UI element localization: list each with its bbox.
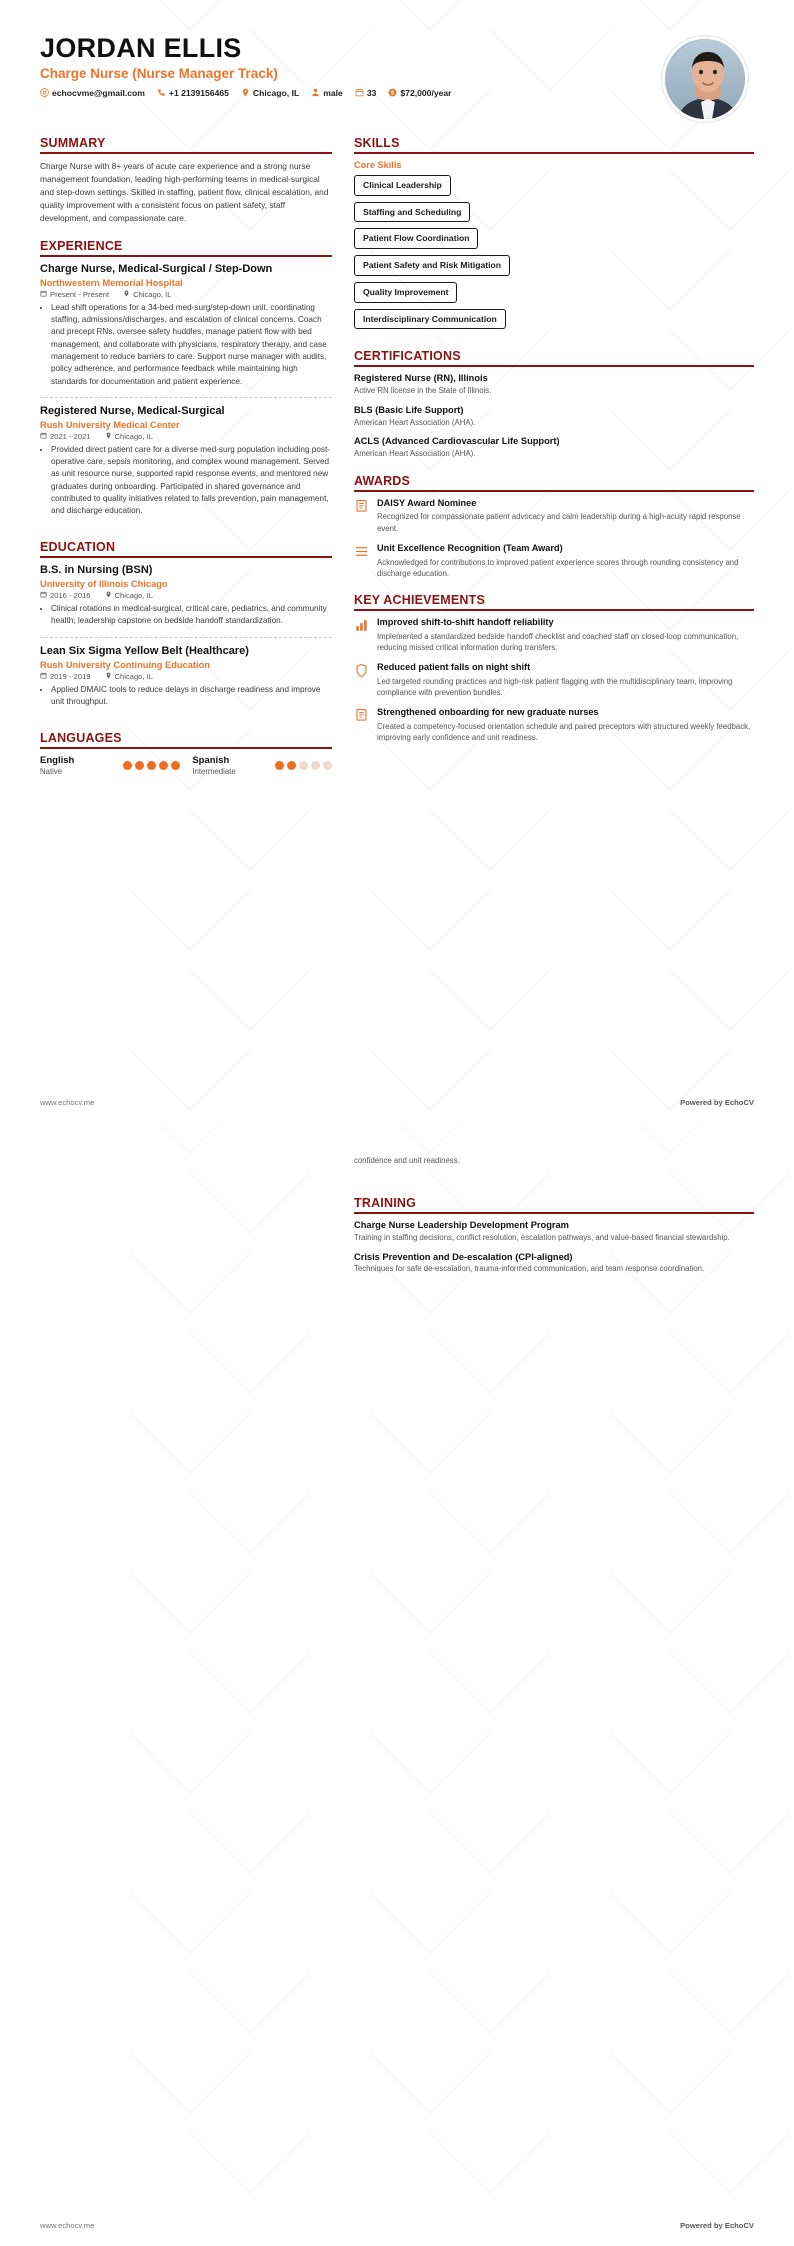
calendar-icon bbox=[40, 672, 47, 681]
skill-pill: Staffing and Scheduling bbox=[354, 202, 470, 223]
resume-page-2 bbox=[0, 1123, 794, 2246]
certifications-rule bbox=[354, 365, 754, 367]
certification-issuer: American Heart Association (AHA). bbox=[354, 417, 476, 427]
dot bbox=[311, 761, 320, 770]
shield-icon bbox=[354, 662, 370, 683]
education-org: University of Illinois Chicago bbox=[40, 579, 168, 590]
certification-issuer: Active RN license in the State of Illinois. bbox=[354, 386, 492, 396]
awards-rule bbox=[354, 490, 754, 492]
skill-pill: Clinical Leadership bbox=[354, 175, 451, 196]
education-dates bbox=[40, 591, 91, 600]
section-awards bbox=[354, 474, 754, 579]
achievement-item bbox=[354, 707, 754, 743]
experience-dates-text: Present - Present bbox=[50, 289, 110, 299]
dot bbox=[159, 761, 168, 770]
certification-name: BLS (Basic Life Support) bbox=[354, 404, 464, 415]
award-item bbox=[354, 543, 754, 579]
experience-org: Northwestern Memorial Hospital bbox=[40, 277, 183, 288]
language-item bbox=[192, 755, 262, 776]
right-column bbox=[354, 136, 754, 757]
dot bbox=[123, 761, 132, 770]
award-name: Unit Excellence Recognition (Team Award) bbox=[377, 543, 563, 554]
language-level: Native bbox=[40, 767, 63, 777]
experience-heading: EXPERIENCE bbox=[40, 239, 123, 254]
page-footer bbox=[0, 1098, 794, 1123]
achievement-description: Implemented a standardized bedside handoff checklist and coached staff on closed-loop communication, reducing missed critical information during transfers. bbox=[377, 631, 739, 652]
certification-name: ACLS (Advanced Cardiovascular Life Support) bbox=[354, 436, 560, 447]
skills-rule bbox=[354, 152, 754, 154]
section-skills bbox=[354, 136, 754, 335]
summary-rule bbox=[40, 152, 332, 154]
education-bullets bbox=[40, 684, 332, 709]
location-icon bbox=[105, 591, 112, 600]
training-name: Charge Nurse Leadership Development Program bbox=[354, 1220, 569, 1231]
key-achievements-rule bbox=[354, 609, 754, 611]
award-name: DAISY Award Nominee bbox=[377, 497, 477, 508]
language-name: English bbox=[40, 755, 75, 767]
award-item bbox=[354, 498, 754, 534]
experience-entry bbox=[40, 263, 332, 397]
skill-pill: Patient Safety and Risk Mitigation bbox=[354, 255, 510, 276]
achievement-item bbox=[354, 662, 754, 698]
skills-list bbox=[354, 175, 754, 335]
candidate-title: Charge Nurse (Nurse Manager Track) bbox=[40, 65, 278, 81]
experience-location bbox=[105, 432, 153, 441]
education-title: B.S. in Nursing (BSN) bbox=[40, 564, 153, 577]
contact-email-text: echocvme@gmail.com bbox=[52, 87, 145, 98]
experience-meta bbox=[40, 290, 332, 299]
person-icon bbox=[311, 88, 320, 97]
skill-pill: Patient Flow Coordination bbox=[354, 228, 478, 249]
education-dates-text: 2016 - 2016 bbox=[50, 591, 91, 601]
education-location-text: Chicago, IL bbox=[114, 671, 153, 681]
footer-site[interactable]: www.echocv.me bbox=[40, 2221, 95, 2230]
education-entry bbox=[40, 564, 332, 636]
certification-name: Registered Nurse (RN), Illinois bbox=[354, 373, 488, 384]
email-icon bbox=[40, 88, 49, 97]
dot bbox=[287, 761, 296, 770]
contact-location-text: Chicago, IL bbox=[252, 87, 300, 98]
list-item: • Applied DMAIC tools to reduce delays in discharge readiness and improve unit throughput. bbox=[51, 684, 332, 709]
key-achievements-heading: KEY ACHIEVEMENTS bbox=[354, 593, 486, 608]
phone-icon bbox=[157, 88, 166, 97]
skills-subheading: Core Skills bbox=[354, 160, 402, 170]
skill-pill: Interdisciplinary Communication bbox=[354, 309, 506, 330]
certificate-icon bbox=[354, 707, 370, 728]
award-description: Acknowledged for contributions to improved patient experience scores through rounding consistency and discharge education. bbox=[377, 557, 739, 578]
list-item: • Provided direct patient care for a diverse med-surg population including post-operative care, sepsis monitoring, and complex wound management. Served as unit resource nurse, supported rapid response events, and mentored new graduates during onboarding. Participated in shared governance and contributed to quality initiatives related to falls prevention, pain management, and discharge education. bbox=[51, 444, 332, 518]
education-heading: EDUCATION bbox=[40, 540, 116, 555]
education-location bbox=[105, 672, 153, 681]
calendar-icon bbox=[355, 88, 364, 97]
contact-gender-text: male bbox=[323, 87, 343, 98]
certificate-icon bbox=[354, 498, 370, 519]
experience-dates bbox=[40, 290, 109, 299]
experience-bullets bbox=[40, 302, 332, 388]
experience-entry bbox=[40, 397, 332, 527]
experience-title: Registered Nurse, Medical-Surgical bbox=[40, 404, 225, 417]
contact-location bbox=[241, 88, 299, 98]
experience-location-text: Chicago, IL bbox=[133, 289, 172, 299]
dot bbox=[171, 761, 180, 770]
language-name: Spanish bbox=[192, 755, 230, 767]
education-org: Rush University Continuing Education bbox=[40, 659, 210, 670]
education-bullets bbox=[40, 603, 332, 628]
experience-rule bbox=[40, 255, 332, 257]
salary-icon bbox=[388, 88, 397, 97]
list-icon bbox=[354, 543, 370, 564]
achievement-description: Led targeted rounding practices and high-risk patient flagging with the multidisciplinary team, improving compliance with prevention bundles. bbox=[377, 676, 733, 698]
footer-powered-by: Powered by EchoCV bbox=[680, 1098, 754, 1107]
languages-heading: LANGUAGES bbox=[40, 731, 122, 746]
achievement-name: Reduced patient falls on night shift bbox=[377, 662, 531, 673]
list-item: • Clinical rotations in medical-surgical, critical care, pediatrics, and community health; leadership capstone on bedside handoff standardization. bbox=[51, 603, 332, 628]
location-icon bbox=[105, 672, 112, 681]
dot bbox=[135, 761, 144, 770]
training-item bbox=[354, 1252, 754, 1276]
experience-dates bbox=[40, 432, 91, 441]
footer-powered-by: Powered by EchoCV bbox=[680, 2221, 754, 2230]
dot bbox=[299, 761, 308, 770]
award-description: Recognized for compassionate patient advocacy and calm leadership during a high-acuity rapid response event. bbox=[377, 512, 741, 533]
skills-heading: SKILLS bbox=[354, 136, 400, 150]
contact-row bbox=[40, 88, 662, 98]
achievement-description-continued: confidence and unit readiness. bbox=[354, 1156, 460, 1165]
contact-salary-text: $72,000/year bbox=[400, 87, 452, 98]
calendar-icon bbox=[40, 432, 47, 441]
resume-header bbox=[0, 0, 794, 122]
summary-heading: SUMMARY bbox=[40, 136, 106, 150]
contact-phone-text: +1 2139156465 bbox=[168, 87, 229, 98]
location-icon bbox=[105, 432, 112, 441]
certification-item bbox=[354, 405, 754, 429]
candidate-name: JORDAN ELLIS bbox=[40, 33, 242, 63]
section-languages bbox=[40, 731, 332, 776]
achievement-name: Strengthened onboarding for new graduate nurses bbox=[377, 707, 599, 718]
experience-location-text: Chicago, IL bbox=[114, 431, 153, 441]
calendar-icon bbox=[40, 591, 47, 600]
language-level: Intermediate bbox=[192, 767, 236, 777]
language-proficiency-dots bbox=[275, 761, 332, 770]
education-location bbox=[105, 591, 153, 600]
languages-row bbox=[40, 755, 332, 776]
section-summary bbox=[40, 136, 332, 225]
section-key-achievements bbox=[354, 593, 754, 743]
education-meta bbox=[40, 591, 332, 600]
contact-gender bbox=[311, 88, 343, 98]
training-heading: TRAINING bbox=[354, 1196, 417, 1211]
language-proficiency-dots bbox=[123, 761, 180, 770]
section-training bbox=[354, 1196, 754, 1275]
list-item: • Lead shift operations for a 34-bed med-surg/step-down unit, coordinating staffing, admissions/discharges, and escalation of clinical concerns. Coach and precept RNs, oversee safety huddles, manage patient flow with bed management, and collaborate with physicians, respiratory therapy, and case management to reduce barriers to care. Support nurse manager with audits, policy adherence, and performance feedback while maintaining high standards for documentation and patient experience. bbox=[51, 302, 332, 388]
training-description: Training in staffing decisions, conflict resolution, escalation pathways, and value-based financial stewardship. bbox=[354, 1232, 730, 1242]
skill-pill: Quality Improvement bbox=[354, 282, 457, 303]
avatar bbox=[662, 36, 748, 122]
training-description: Techniques for safe de-escalation, trauma-informed communication, and team response coordination. bbox=[354, 1264, 705, 1274]
location-icon bbox=[241, 88, 250, 97]
experience-location bbox=[123, 290, 171, 299]
svg-text:$: $ bbox=[391, 90, 395, 97]
page-footer bbox=[0, 2221, 794, 2246]
achievement-item bbox=[354, 617, 754, 653]
contact-salary bbox=[388, 88, 451, 98]
training-name: Crisis Prevention and De-escalation (CPI-aligned) bbox=[354, 1251, 573, 1262]
calendar-icon bbox=[40, 290, 47, 299]
training-rule bbox=[354, 1212, 754, 1214]
awards-heading: AWARDS bbox=[354, 473, 411, 488]
certifications-heading: CERTIFICATIONS bbox=[354, 349, 461, 364]
education-location-text: Chicago, IL bbox=[114, 591, 153, 601]
contact-age bbox=[355, 88, 377, 98]
experience-title: Charge Nurse, Medical-Surgical / Step-Down bbox=[40, 263, 273, 276]
experience-org: Rush University Medical Center bbox=[40, 419, 180, 430]
footer-site[interactable]: www.echocv.me bbox=[40, 1098, 95, 1107]
dot bbox=[323, 761, 332, 770]
language-item bbox=[40, 755, 110, 776]
dot bbox=[147, 761, 156, 770]
section-experience bbox=[40, 239, 332, 526]
education-dates bbox=[40, 672, 91, 681]
achievement-name: Improved shift-to-shift handoff reliability bbox=[377, 617, 554, 628]
experience-dates-text: 2021 - 2021 bbox=[50, 431, 91, 441]
experience-bullets bbox=[40, 444, 332, 518]
education-entry bbox=[40, 637, 332, 717]
location-icon bbox=[123, 290, 130, 299]
achievement-description: Created a competency-focused orientation schedule and paired preceptors with structured weekly feedback, improving early confidence and unit readiness. bbox=[377, 721, 751, 743]
training-item bbox=[354, 1220, 754, 1244]
chevron-watermark bbox=[0, 1123, 794, 2246]
education-meta bbox=[40, 672, 332, 681]
languages-rule bbox=[40, 747, 332, 749]
right-column-page2 bbox=[354, 1153, 754, 1289]
education-rule bbox=[40, 556, 332, 558]
chart-icon bbox=[354, 617, 370, 638]
section-certifications bbox=[354, 349, 754, 460]
left-column bbox=[40, 136, 332, 790]
contact-email[interactable] bbox=[40, 88, 145, 98]
section-education bbox=[40, 540, 332, 717]
dot bbox=[275, 761, 284, 770]
certification-item bbox=[354, 373, 754, 397]
summary-text: Charge Nurse with 8+ years of acute care experience and a strong nurse management foundation, leading high-performing teams in medical-surgical and step-down settings. Skilled in staffing, patient flow, clinical escalation, and quality improvement with a consistent focus on patient safety, staff development, and compassionate care. bbox=[40, 161, 329, 224]
education-dates-text: 2019 - 2019 bbox=[50, 671, 91, 681]
certification-issuer: American Heart Association (AHA). bbox=[354, 449, 476, 459]
certification-item bbox=[354, 436, 754, 460]
education-title: Lean Six Sigma Yellow Belt (Healthcare) bbox=[40, 644, 249, 657]
contact-age-text: 33 bbox=[366, 87, 377, 98]
experience-meta bbox=[40, 432, 332, 441]
contact-phone[interactable] bbox=[157, 88, 229, 98]
